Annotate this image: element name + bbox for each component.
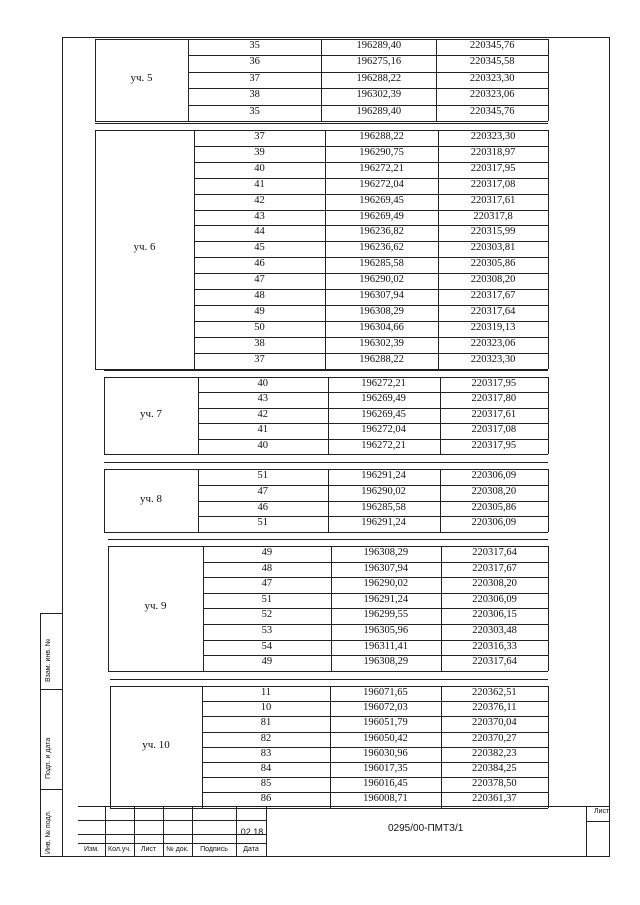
coord-x: 196307,94: [359, 290, 404, 301]
rule: [95, 121, 548, 122]
coord-x: 196308,29: [363, 547, 409, 558]
point-number: 45: [254, 242, 265, 254]
coord-x: 196290,02: [359, 274, 404, 286]
rule: [548, 469, 549, 532]
coord-y: 220317,64: [470, 305, 516, 317]
coord-y: 220305,86: [470, 258, 516, 270]
coord-y: 220306,09: [471, 470, 517, 481]
coord-y: 220317,95: [470, 162, 516, 174]
coord-x: 196288,22: [356, 72, 402, 84]
rule: [548, 686, 549, 808]
coord-y: 220317,80: [471, 393, 517, 405]
col-izm: Изм.: [84, 846, 99, 853]
point-number: 39: [254, 146, 265, 158]
point-number: 49: [254, 305, 265, 317]
rule: [548, 377, 549, 454]
coord-x: 196285,58: [361, 501, 406, 513]
coord-y: 220317,67: [472, 562, 517, 574]
coord-y: 220317,95: [471, 378, 517, 389]
point-number: 35: [249, 105, 260, 117]
coord-y: 220308,20: [471, 485, 517, 497]
coord-x: 196304,66: [359, 321, 404, 333]
rule: [104, 454, 548, 455]
point-number: 46: [254, 258, 265, 270]
section-label: уч. 7: [139, 407, 163, 420]
stamp-sign-date-label: Подп. и дата: [45, 737, 52, 779]
rule: [548, 130, 549, 369]
coord-y: 220316,33: [472, 640, 517, 652]
coord-y: 220317,64: [472, 656, 517, 668]
point-number: 37: [249, 72, 260, 84]
coord-x: 196291,24: [361, 470, 406, 481]
coord-x: 196051,79: [363, 717, 408, 729]
coord-x: 196272,21: [361, 439, 406, 451]
coord-y: 220317,8: [473, 210, 513, 222]
point-number: 85: [260, 778, 272, 790]
coord-x: 196311,41: [363, 640, 408, 652]
point-number: 41: [257, 424, 268, 436]
date-value: 02.18: [240, 827, 264, 837]
coord-x: 196285,58: [359, 258, 404, 270]
coord-y: 220345,58: [469, 56, 515, 68]
coord-x: 196269,45: [361, 408, 406, 420]
coord-y: 220306,09: [472, 593, 517, 605]
coord-x: 196269,49: [359, 210, 404, 222]
coord-x: 196291,24: [363, 593, 409, 605]
coord-x: 196275,16: [356, 56, 402, 68]
rule: [104, 370, 548, 371]
point-number: 10: [260, 702, 272, 714]
coord-y: 220323,06: [470, 337, 516, 349]
coord-x: 196017,35: [363, 763, 408, 774]
rule: [108, 539, 548, 540]
coord-y: 220305,86: [471, 501, 517, 513]
col-list: Лист: [140, 846, 157, 853]
coord-x: 196272,04: [359, 178, 404, 190]
coord-x: 196008,71: [363, 793, 408, 805]
rule: [548, 546, 549, 671]
point-number: 47: [257, 485, 268, 497]
coord-x: 196236,62: [359, 242, 404, 254]
coord-y: 220317,08: [471, 424, 517, 436]
coord-x: 196299,55: [363, 609, 409, 621]
coord-y: 220362,51: [472, 687, 517, 698]
point-number: 38: [249, 89, 260, 101]
point-number: 49: [261, 656, 273, 668]
document-number: 0295/00-ПМТЗ/1: [388, 823, 464, 834]
point-number: 42: [254, 194, 265, 206]
coord-x: 196272,21: [359, 162, 404, 174]
rule: [110, 679, 548, 680]
point-number: 48: [261, 562, 273, 574]
coord-x: 196290,02: [361, 485, 406, 497]
point-number: 42: [257, 408, 268, 420]
coord-y: 220317,64: [472, 547, 517, 558]
point-number: 40: [257, 378, 268, 389]
stamp-replace-label: Взам. инв. №: [45, 638, 52, 682]
coord-y: 220317,61: [471, 408, 517, 420]
point-number: 51: [257, 470, 268, 481]
coord-y: 220317,67: [470, 290, 516, 301]
section-label: уч. 5: [130, 72, 153, 84]
point-number: 54: [261, 640, 273, 652]
col-doc: № док.: [166, 846, 189, 853]
coord-x: 196030,96: [363, 747, 408, 759]
rule: [95, 123, 548, 124]
point-number: 53: [261, 625, 273, 636]
coord-x: 196269,45: [359, 194, 404, 206]
col-date: Дата: [243, 846, 259, 853]
point-number: 37: [254, 353, 265, 365]
point-number: 49: [261, 547, 273, 558]
coord-x: 196307,94: [363, 562, 409, 574]
coord-y: 220384,25: [472, 763, 517, 774]
point-number: 51: [261, 593, 273, 605]
coord-x: 196308,29: [359, 305, 404, 317]
point-number: 84: [260, 763, 272, 774]
coord-x: 196269,49: [361, 393, 406, 405]
coord-y: 220376,11: [472, 702, 517, 714]
point-number: 11: [260, 687, 272, 698]
side-stamp: [40, 613, 63, 857]
coord-x: 196071,65: [363, 687, 408, 698]
sheet-label: Лист: [594, 808, 610, 815]
coord-y: 220317,61: [470, 194, 516, 206]
coord-x: 196288,22: [359, 131, 404, 142]
coord-y: 220382,23: [472, 747, 517, 759]
point-number: 46: [257, 501, 268, 513]
coord-y: 220323,30: [469, 72, 515, 84]
coord-y: 220317,95: [471, 439, 517, 451]
coord-y: 220319,13: [470, 321, 516, 333]
point-number: 48: [254, 290, 265, 301]
point-number: 52: [261, 609, 273, 621]
coord-y: 220370,04: [472, 717, 517, 729]
section-label: уч. 9: [144, 600, 167, 613]
point-number: 40: [254, 162, 265, 174]
section-label: уч. 8: [139, 492, 163, 505]
coord-x: 196290,75: [359, 146, 404, 158]
rule: [104, 532, 548, 533]
col-sign: Подпись: [200, 846, 228, 853]
point-number: 44: [254, 226, 265, 238]
rule: [108, 671, 548, 672]
coord-y: 220308,20: [472, 578, 517, 590]
point-number: 37: [254, 131, 265, 142]
point-number: 40: [257, 439, 268, 451]
coord-y: 220308,20: [470, 274, 516, 286]
coord-y: 220323,30: [470, 131, 516, 142]
coord-x: 196272,21: [361, 378, 406, 389]
point-number: 43: [257, 393, 268, 405]
coord-x: 196016,45: [363, 778, 408, 790]
coord-x: 196302,39: [356, 89, 402, 101]
coord-y: 220303,48: [472, 625, 517, 636]
coord-x: 196302,39: [359, 337, 404, 349]
point-number: 35: [249, 40, 260, 51]
coord-y: 220306,09: [471, 517, 517, 529]
point-number: 47: [254, 274, 265, 286]
coord-y: 220306,15: [472, 609, 517, 621]
point-number: 51: [257, 517, 268, 529]
point-number: 47: [261, 578, 273, 590]
coord-x: 196288,22: [359, 353, 404, 365]
coord-y: 220317,08: [470, 178, 516, 190]
section-label: уч. 10: [142, 738, 170, 751]
point-number: 43: [254, 210, 265, 222]
point-number: 83: [260, 747, 272, 759]
point-number: 36: [249, 56, 260, 68]
coord-x: 196289,40: [356, 40, 402, 51]
col-kol: Кол.уч.: [108, 846, 131, 853]
point-number: 86: [260, 793, 272, 805]
coord-x: 196072,03: [363, 702, 408, 714]
coord-x: 196236,82: [359, 226, 404, 238]
point-number: 41: [254, 178, 265, 190]
point-number: 81: [260, 717, 272, 729]
stamp-inventory-label: Инв. № подл.: [45, 810, 52, 854]
coord-x: 196050,42: [363, 732, 408, 744]
point-number: 82: [260, 732, 272, 744]
coord-x: 196308,29: [363, 656, 409, 668]
coord-x: 196272,04: [361, 424, 406, 436]
coord-x: 196289,40: [356, 105, 402, 117]
coord-x: 196305,96: [363, 625, 409, 636]
point-number: 50: [254, 321, 265, 333]
coord-y: 220378,50: [472, 778, 517, 790]
point-number: 38: [254, 337, 265, 349]
coord-y: 220315,99: [470, 226, 516, 238]
title-block: [78, 806, 610, 857]
coord-x: 196291,24: [361, 517, 406, 529]
coord-y: 220303,81: [470, 242, 516, 254]
coord-x: 196290,02: [363, 578, 409, 590]
coord-y: 220345,76: [469, 105, 515, 117]
rule: [104, 462, 548, 463]
section-label: уч. 6: [133, 241, 156, 254]
coord-y: 220361,37: [472, 793, 517, 805]
rule: [548, 39, 549, 121]
coord-y: 220323,06: [469, 89, 515, 101]
coord-y: 220318,97: [470, 146, 516, 158]
coord-y: 220323,30: [470, 353, 516, 365]
coord-y: 220345,76: [469, 40, 515, 51]
coord-y: 220370,27: [472, 732, 517, 744]
